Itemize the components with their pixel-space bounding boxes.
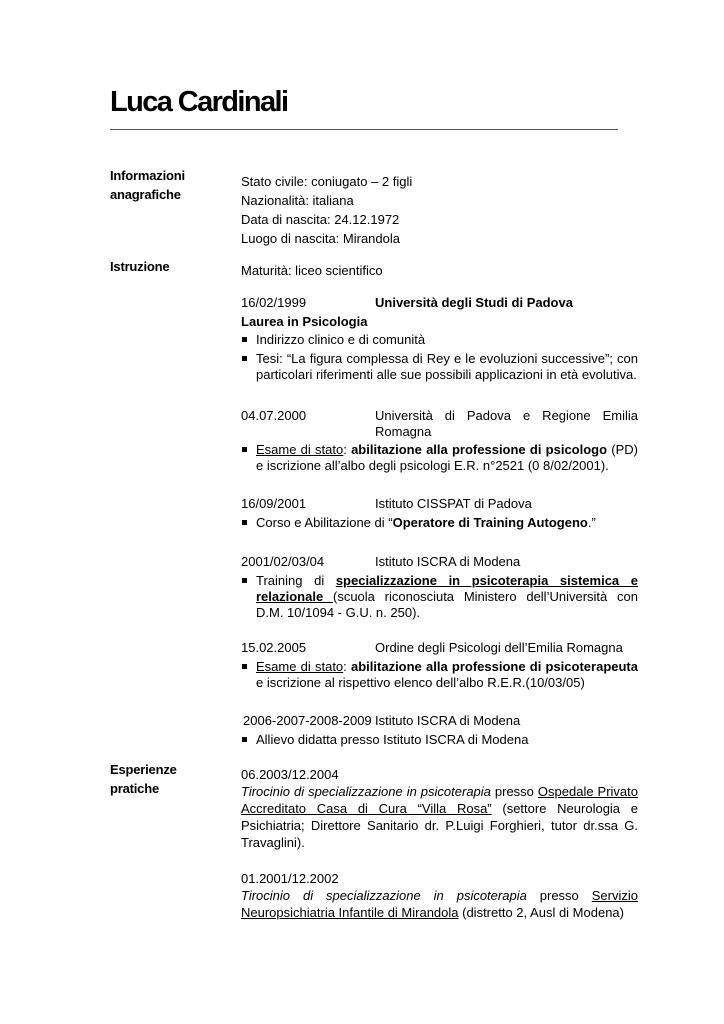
list-item: Training di specializzazione in psicoterapia sistemica e relazionale (scuola riconosciuta Ministero dell’Università con D.M. 10/1094 - G.U. n. 250). xyxy=(241,573,638,621)
entry-date: 2001/02/03/04 xyxy=(241,554,325,569)
experience-entry xyxy=(241,766,638,851)
birth-place: Luogo di nascita: Mirandola xyxy=(241,231,400,246)
entry-date: 06.2003/12.2004 xyxy=(241,767,339,782)
entry-org: Ordine degli Psicologi dell’Emilia Romagna xyxy=(375,640,623,655)
list-item: Esame di stato: abilitazione alla professione di psicologo (PD) e iscrizione all’albo degli psicologi E.R. n°2521 (0 8/02/2001). xyxy=(241,442,638,474)
nationality: Nazionalità: italiana xyxy=(241,193,354,208)
education-entry xyxy=(241,554,638,621)
entry-header xyxy=(241,295,638,311)
education-maturita xyxy=(241,263,638,279)
entry-org: Istituto CISSPAT di Padova xyxy=(375,496,532,511)
entry-bullets xyxy=(241,442,638,474)
education-entry xyxy=(241,408,638,474)
education-entry xyxy=(241,713,638,748)
birth-date: Data di nascita: 24.12.1972 xyxy=(241,212,400,227)
entry-date: 01.2001/12.2002 xyxy=(241,871,339,886)
list-item: Corso e Abilitazione di “Operatore di Training Autogeno.” xyxy=(241,515,638,531)
entry-header xyxy=(241,408,638,440)
entry-header xyxy=(241,640,638,656)
entry-header xyxy=(241,713,638,729)
entry-date: 16/02/1999 xyxy=(241,295,307,310)
entry-bullets xyxy=(241,732,638,748)
education-entry xyxy=(241,295,638,383)
entry-date: 04.07.2000 xyxy=(241,408,307,423)
entry-org: Istituto ISCRA di Modena xyxy=(375,554,521,569)
experience-entry xyxy=(241,870,638,921)
title-divider xyxy=(110,129,618,130)
entry-text: Tirocinio di specializzazione in psicoterapia presso Servizio Neuropsichiatria Infantile di Mirandola (distretto 2, Ausl di Modena) xyxy=(241,888,638,920)
entry-bullets xyxy=(241,332,638,383)
education-entry xyxy=(241,496,638,531)
entry-bullets xyxy=(241,659,638,691)
list-item: Allievo didatta presso Istituto ISCRA di Modena xyxy=(241,732,638,748)
civil-status: Stato civile: coniugato – 2 figli xyxy=(241,174,413,189)
page-title: Luca Cardinali xyxy=(110,86,288,118)
list-item: Indirizzo clinico e di comunità xyxy=(241,332,638,348)
entry-header xyxy=(241,554,638,570)
entry-org: Università degli Studi di Padova xyxy=(375,295,573,310)
entry-org: Istituto ISCRA di Modena xyxy=(375,713,521,728)
education-entry xyxy=(241,640,638,691)
entry-bullets xyxy=(241,515,638,531)
entry-text: Tirocinio di specializzazione in psicoterapia presso Ospedale Privato Accreditato Casa di Cura “Villa Rosa” (settore Neurologia e Psichiatria; Direttore Sanitario dr. P.Luigi Forghieri, tutor dr.ssa G. Travaglini). xyxy=(241,784,638,850)
entry-org: Università di Padova e Regione Emilia Romagna xyxy=(375,408,638,439)
section-label-info: Informazioni anagrafiche xyxy=(110,168,185,202)
entry-date: 16/09/2001 xyxy=(241,496,307,511)
entry-date: 2006-2007-2008-2009 xyxy=(243,713,372,728)
maturita-text: Maturità: liceo scientifico xyxy=(241,263,383,278)
list-item: Esame di stato: abilitazione alla professione di psicoterapeuta e iscrizione al rispettivo elenco dell’albo R.E.R.(10/03/05) xyxy=(241,659,638,691)
section-label-education: Istruzione xyxy=(110,259,170,274)
entry-bullets xyxy=(241,573,638,621)
entry-date: 15.02.2005 xyxy=(241,640,307,655)
entry-header xyxy=(241,496,638,512)
personal-info xyxy=(241,172,638,248)
list-item: Tesi: “La figura complessa di Rey e le evoluzioni successive”; con particolari riferimenti alle sue possibili applicazioni in età evolutiva. xyxy=(241,351,638,383)
section-label-experience: Esperienze pratiche xyxy=(110,762,177,796)
degree-title: Laurea in Psicologia xyxy=(241,314,368,329)
